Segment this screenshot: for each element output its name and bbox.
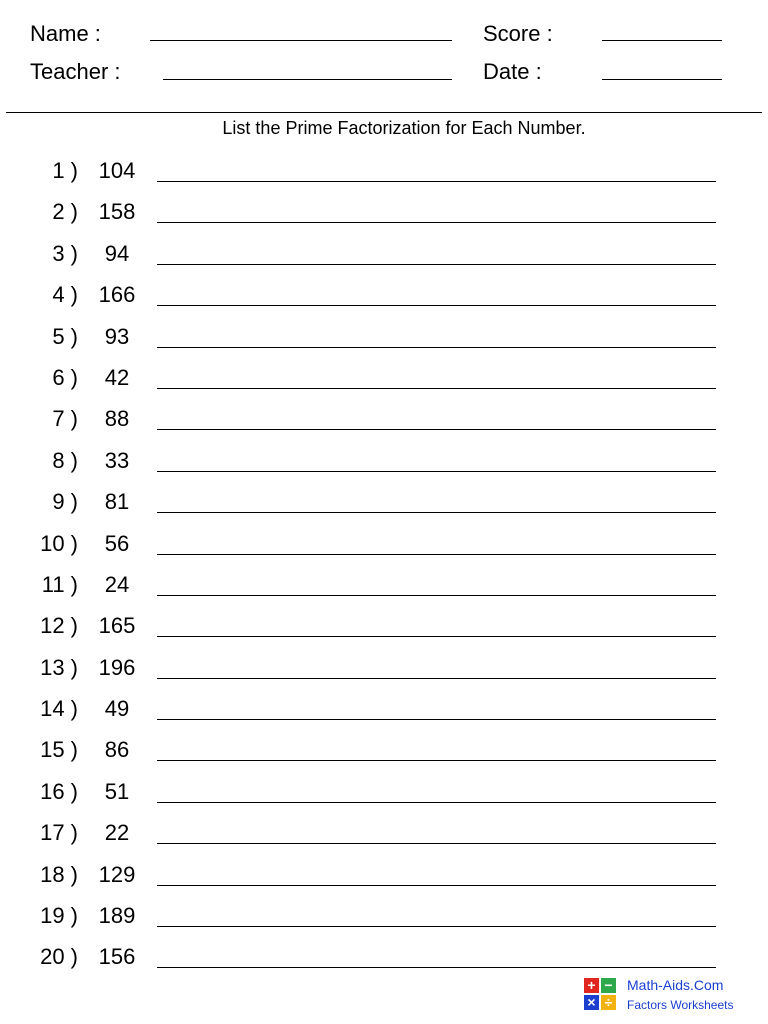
problem-value: 86 bbox=[104, 737, 130, 763]
problem-value: 165 bbox=[98, 613, 136, 639]
name-field[interactable] bbox=[150, 40, 452, 41]
answer-line[interactable] bbox=[157, 678, 716, 679]
answer-line[interactable] bbox=[157, 222, 716, 223]
answer-line[interactable] bbox=[157, 347, 716, 348]
problem-number: 8 ) bbox=[52, 447, 78, 473]
answer-line[interactable] bbox=[157, 843, 716, 844]
problem-row bbox=[0, 235, 768, 276]
problem-value: 33 bbox=[104, 447, 130, 473]
problem-value: 129 bbox=[98, 861, 136, 887]
problem-value: 22 bbox=[104, 820, 130, 846]
problem-value: 49 bbox=[104, 696, 130, 722]
problem-row bbox=[0, 318, 768, 359]
times-icon: × bbox=[584, 995, 599, 1010]
problem-value: 156 bbox=[98, 944, 136, 970]
answer-line[interactable] bbox=[157, 305, 716, 306]
problem-list bbox=[0, 152, 768, 980]
problem-number: 20 ) bbox=[40, 944, 78, 970]
score-label: Score : bbox=[483, 21, 553, 46]
problem-value: 104 bbox=[98, 158, 136, 183]
name-label: Name : bbox=[30, 21, 101, 46]
problem-value: 189 bbox=[98, 903, 136, 929]
instructions: List the Prime Factorization for Each Number. bbox=[222, 118, 586, 138]
problem-number: 4 ) bbox=[52, 282, 78, 308]
problem-value: 94 bbox=[104, 240, 130, 266]
answer-line[interactable] bbox=[157, 429, 716, 430]
problem-value: 51 bbox=[104, 778, 130, 804]
problem-value: 42 bbox=[104, 364, 130, 390]
problem-value: 166 bbox=[98, 282, 136, 308]
answer-line[interactable] bbox=[157, 181, 716, 182]
answer-line[interactable] bbox=[157, 595, 716, 596]
problem-row bbox=[0, 814, 768, 855]
problem-row bbox=[0, 276, 768, 317]
problem-row bbox=[0, 773, 768, 814]
problem-value: 81 bbox=[104, 489, 130, 515]
problem-row bbox=[0, 442, 768, 483]
answer-line[interactable] bbox=[157, 967, 716, 968]
plus-icon: + bbox=[584, 978, 599, 993]
brand-link[interactable]: Math-Aids.Com bbox=[627, 977, 724, 993]
problem-row bbox=[0, 400, 768, 441]
problem-number: 14 ) bbox=[40, 696, 78, 722]
problem-row bbox=[0, 690, 768, 731]
problem-value: 93 bbox=[104, 323, 130, 349]
math-operations-icon bbox=[582, 976, 620, 1014]
problem-row bbox=[0, 359, 768, 400]
problem-number: 10 ) bbox=[40, 530, 78, 556]
problem-row bbox=[0, 607, 768, 648]
problem-value: 158 bbox=[98, 199, 136, 225]
problem-number: 18 ) bbox=[40, 861, 78, 887]
problem-row bbox=[0, 897, 768, 938]
answer-line[interactable] bbox=[157, 885, 716, 886]
minus-icon: − bbox=[601, 978, 616, 993]
answer-line[interactable] bbox=[157, 512, 716, 513]
date-label: Date : bbox=[483, 59, 542, 84]
problem-row bbox=[0, 525, 768, 566]
problem-row bbox=[0, 649, 768, 690]
teacher-label: Teacher : bbox=[30, 59, 121, 84]
problem-row bbox=[0, 731, 768, 772]
date-field[interactable] bbox=[602, 79, 722, 80]
problem-number: 15 ) bbox=[40, 737, 78, 763]
problem-row bbox=[0, 193, 768, 234]
problem-number: 17 ) bbox=[40, 820, 78, 846]
problem-row bbox=[0, 566, 768, 607]
problem-number: 9 ) bbox=[52, 489, 78, 515]
problem-number: 1 ) bbox=[52, 158, 78, 183]
answer-line[interactable] bbox=[157, 926, 716, 927]
header-divider bbox=[6, 112, 762, 113]
problem-number: 6 ) bbox=[52, 364, 78, 390]
answer-line[interactable] bbox=[157, 264, 716, 265]
problem-number: 19 ) bbox=[40, 903, 78, 929]
problem-number: 5 ) bbox=[52, 323, 78, 349]
problem-number: 7 ) bbox=[52, 406, 78, 432]
problem-number: 16 ) bbox=[40, 778, 78, 804]
answer-line[interactable] bbox=[157, 760, 716, 761]
problem-number: 13 ) bbox=[40, 654, 78, 680]
answer-line[interactable] bbox=[157, 471, 716, 472]
problem-value: 56 bbox=[104, 530, 130, 556]
problem-number: 3 ) bbox=[52, 240, 78, 266]
problem-value: 88 bbox=[104, 406, 130, 432]
problem-value: 24 bbox=[104, 571, 130, 597]
brand-subtitle: Factors Worksheets bbox=[627, 998, 734, 1012]
answer-line[interactable] bbox=[157, 636, 716, 637]
answer-line[interactable] bbox=[157, 719, 716, 720]
answer-line[interactable] bbox=[157, 802, 716, 803]
problem-value: 196 bbox=[98, 654, 136, 680]
divide-icon: ÷ bbox=[601, 995, 616, 1010]
answer-line[interactable] bbox=[157, 554, 716, 555]
problem-number: 2 ) bbox=[52, 199, 78, 225]
problem-row bbox=[0, 856, 768, 897]
teacher-field[interactable] bbox=[163, 79, 452, 80]
score-field[interactable] bbox=[602, 40, 722, 41]
answer-line[interactable] bbox=[157, 388, 716, 389]
problem-number: 12 ) bbox=[40, 613, 78, 639]
problem-row bbox=[0, 483, 768, 524]
footer-brand bbox=[582, 974, 762, 1018]
problem-row bbox=[0, 152, 768, 193]
problem-number: 11 ) bbox=[41, 571, 78, 597]
